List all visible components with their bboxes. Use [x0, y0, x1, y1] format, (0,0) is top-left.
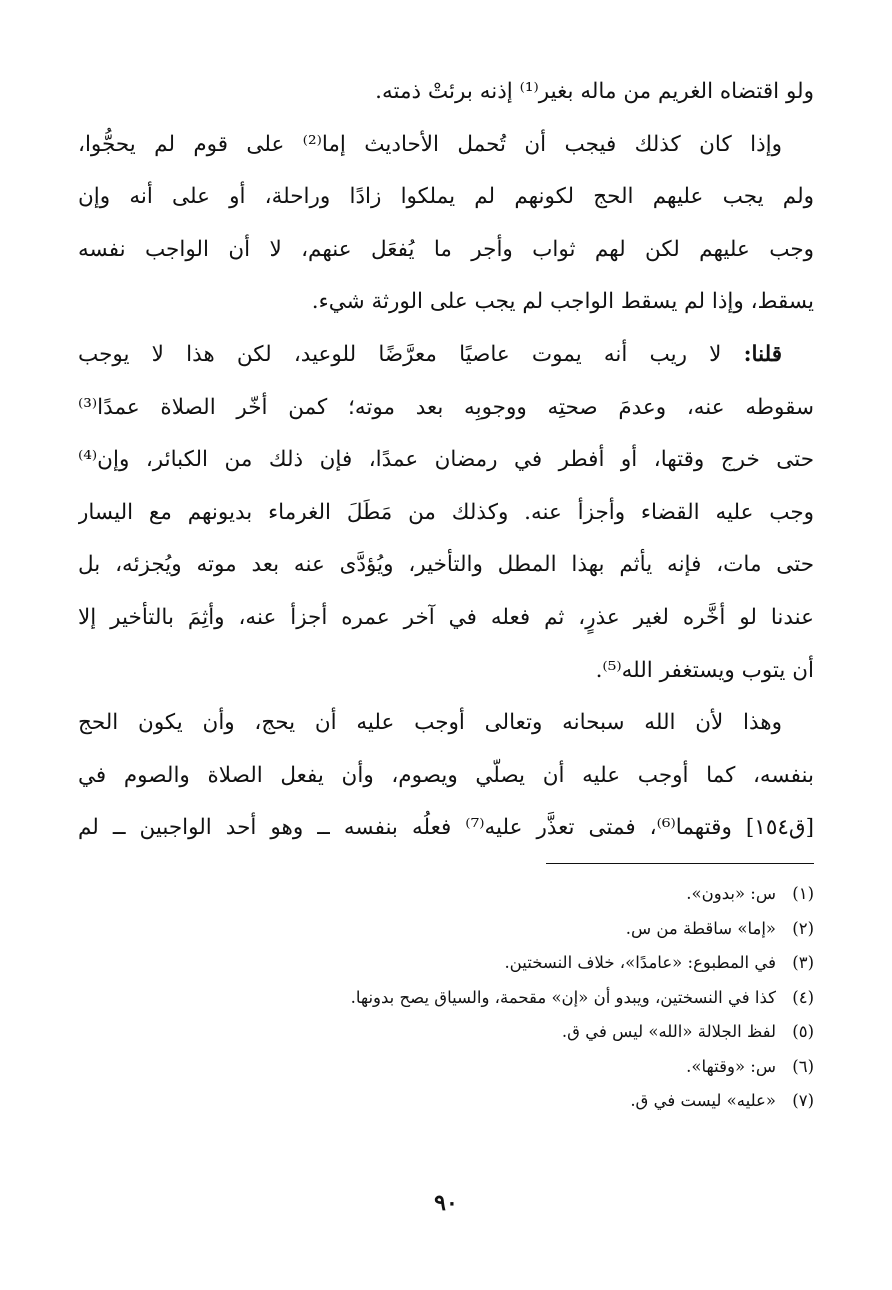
footnote-text: كذا في النسختين، ويبدو أن «إن» مقحمة، والسياق يصح بدونها.: [350, 987, 776, 1007]
footnote-number: (٥): [792, 1022, 814, 1041]
footnote-text: «عليه» ليست في ق.: [630, 1091, 776, 1110]
footnote: [78, 981, 814, 1016]
footnote-number: (٦): [792, 1056, 814, 1076]
footnote-text: «إما» ساقطة من س.: [625, 918, 776, 938]
line-text: عندنا لو أخَّره لغير عذرٍ، ثم فعله في آخر عمره أجزأ عنه، وأثِمَ بالتأخير إلا: [78, 604, 814, 630]
line-text: بنفسه، كما أوجب عليه أن يصلّي ويصوم، وأن يفعل الصلاة والصوم في: [78, 762, 814, 788]
text-line: [78, 802, 814, 855]
text-line: [78, 697, 814, 750]
footnote-text: لفظ الجلالة «الله» ليس في ق.: [561, 1022, 776, 1041]
line-text: حتى مات، فإنه يأثم بهذا المطل والتأخير، ويُؤدَّى عنه بعد موته ويُجزئه، بل: [78, 552, 814, 578]
text-line: [78, 750, 814, 803]
text-line: [78, 592, 814, 645]
line-text: وإذا كان كذلك فيجب أن تُحمل الأحاديث إما⁽²⁾ على قوم لم يحجُّوا،: [78, 131, 782, 157]
text-line: [78, 645, 814, 698]
footnotes: [78, 877, 814, 1119]
line-text: وجب عليهم لكن لهم ثواب وأجر ما يُفعَل عنهم، لا أن الواجب نفسه: [78, 236, 814, 262]
line-text: يسقط، وإذا لم يسقط الواجب لم يجب على الورثة شيء.: [311, 289, 814, 315]
line-text: لا ريب أنه يموت عاصيًا معرَّضًا للوعيد، لكن هذا لا يوجب: [78, 341, 744, 367]
text-line: [78, 539, 814, 592]
line-text: حتى خرج وقتها، أو أفطر في رمضان عمدًا، فإن ذلك من الكبائر، وإن⁽⁴⁾: [78, 447, 814, 473]
line-text: سقوطه عنه، وعدمَ صحتِه ووجوبِه بعد موته؛ كمن أخّر الصلاة عمدًا⁽³⁾: [78, 394, 814, 420]
text-line: [78, 224, 814, 277]
footnote: [78, 1084, 814, 1119]
footnote-number: (٤): [792, 987, 814, 1007]
text-line: [78, 434, 814, 487]
line-text: أن يتوب ويستغفر الله⁽⁵⁾.: [595, 657, 814, 683]
text-line: [78, 329, 814, 382]
text-line: [78, 276, 814, 329]
text-line: [78, 66, 814, 119]
line-text: ولم يجب عليهم الحج لكونهم لم يملكوا زادًا وراحلة، أو على أنه وإن: [78, 184, 814, 210]
footnote: [78, 912, 814, 947]
footnote: [78, 946, 814, 981]
text-line: [78, 119, 814, 172]
lead-word: قلنا:: [743, 341, 782, 367]
text-line: [78, 382, 814, 435]
footnote-text: في المطبوع: «عامدًا»، خلاف النسختين.: [504, 953, 776, 972]
footnote: [78, 1015, 814, 1050]
footnote-divider: [546, 863, 814, 864]
line-text: [ق١٥٤] وقتهما⁽⁶⁾، فمتى تعذَّر عليه⁽⁷⁾ فعلُه بنفسه ــ وهو أحد الواجبين ــ لم: [78, 815, 814, 841]
main-text: [78, 66, 814, 855]
text-line: [78, 487, 814, 540]
line-text: وهذا لأن الله سبحانه وتعالى أوجب عليه أن يحج، وأن يكون الحج: [78, 710, 782, 736]
footnote-text: س: «بدون».: [686, 884, 776, 903]
footnote-number: (١): [792, 884, 814, 903]
text-line: [78, 171, 814, 224]
footnote: [78, 877, 814, 912]
footnote-number: (٧): [792, 1091, 814, 1110]
footnote-number: (٢): [792, 918, 814, 938]
line-text: وجب عليه القضاء وأجزأ عنه. وكذلك من مَطَلَ الغرماء بديونهم مع اليسار: [78, 499, 814, 525]
footnote: [78, 1050, 814, 1085]
footnote-number: (٣): [792, 953, 814, 972]
footnote-text: س: «وقتها».: [686, 1056, 776, 1076]
page-number: ٩٠: [434, 1190, 458, 1216]
line-text: ولو اقتضاه الغريم من ماله بغير⁽¹⁾ إذنه برئتْ ذمته.: [375, 79, 814, 104]
